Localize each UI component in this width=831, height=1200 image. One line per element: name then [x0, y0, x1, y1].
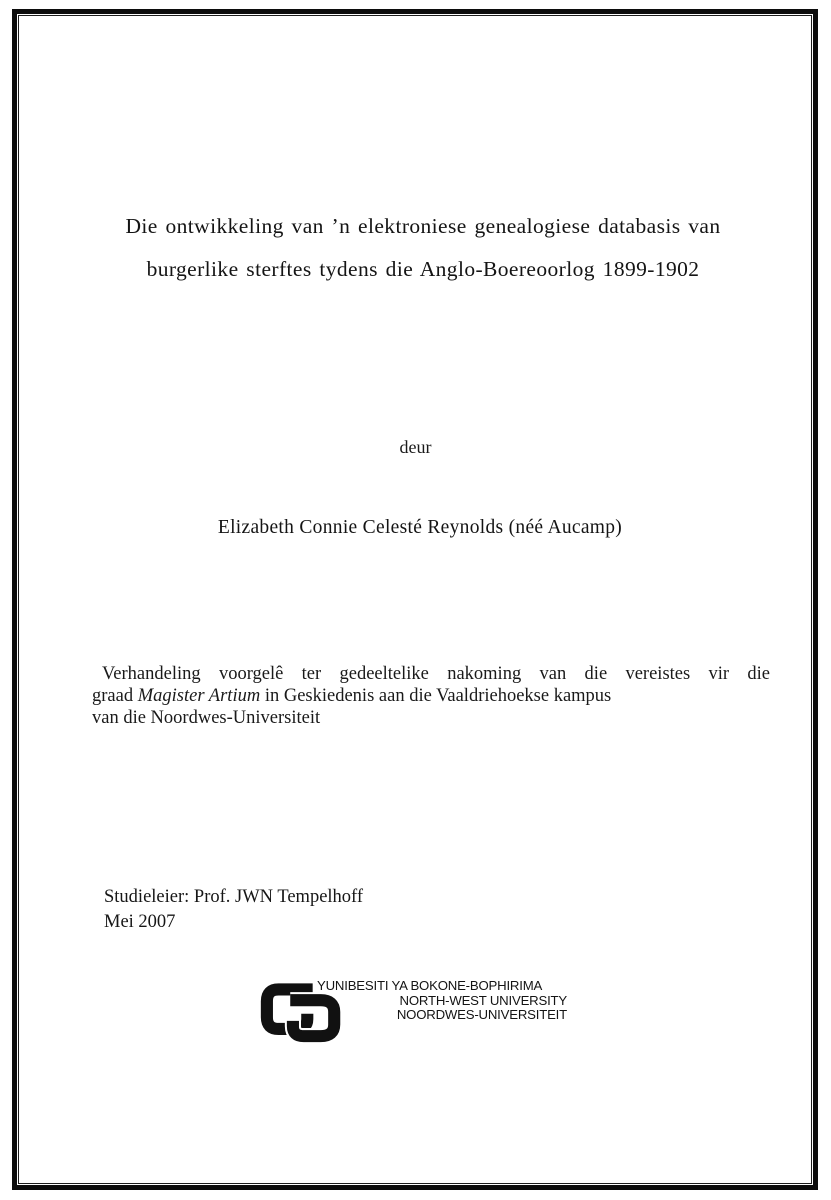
statement-line-1: Verhandeling voorgelê ter gedeeltelike nakoming van die vereistes vir die: [102, 664, 770, 684]
logo-setswana-name: YUNIBESITI YA BOKONE-BOPHIRIMA: [317, 978, 543, 993]
supervisor-line: Studieleier: Prof. JWN Tempelhoff: [104, 887, 364, 907]
byline-deur: deur: [399, 437, 432, 457]
title-line-2: burgerlike sterftes tydens die Anglo-Boereoorlog 1899-1902: [146, 257, 700, 281]
title-line-1: Die ontwikkeling van ’n elektroniese genealogiese databasis van: [125, 214, 721, 238]
statement-line-2: [92, 685, 770, 707]
thesis-title: [70, 205, 776, 291]
date-line: Mei 2007: [104, 912, 176, 932]
statement-line-2-before: graad: [92, 686, 134, 706]
supervisor-block: [104, 885, 363, 935]
degree-statement: [92, 663, 770, 729]
statement-line-3: van die Noordwes-Universiteit: [92, 708, 321, 728]
author-name: Elizabeth Connie Celesté Reynolds (néé Aucamp): [217, 517, 623, 538]
logo-afrikaans-name: NOORDWES-UNIVERSITEIT: [396, 1007, 567, 1023]
degree-name-italic: Magister Artium: [137, 686, 261, 706]
logo-wordmark: [317, 979, 567, 1023]
logo-english-name: NORTH-WEST UNIVERSITY: [399, 992, 567, 1008]
statement-line-2-after: in Geskiedenis aan die Vaaldriehoekse kampus: [264, 686, 612, 706]
university-logo: [253, 974, 583, 1049]
